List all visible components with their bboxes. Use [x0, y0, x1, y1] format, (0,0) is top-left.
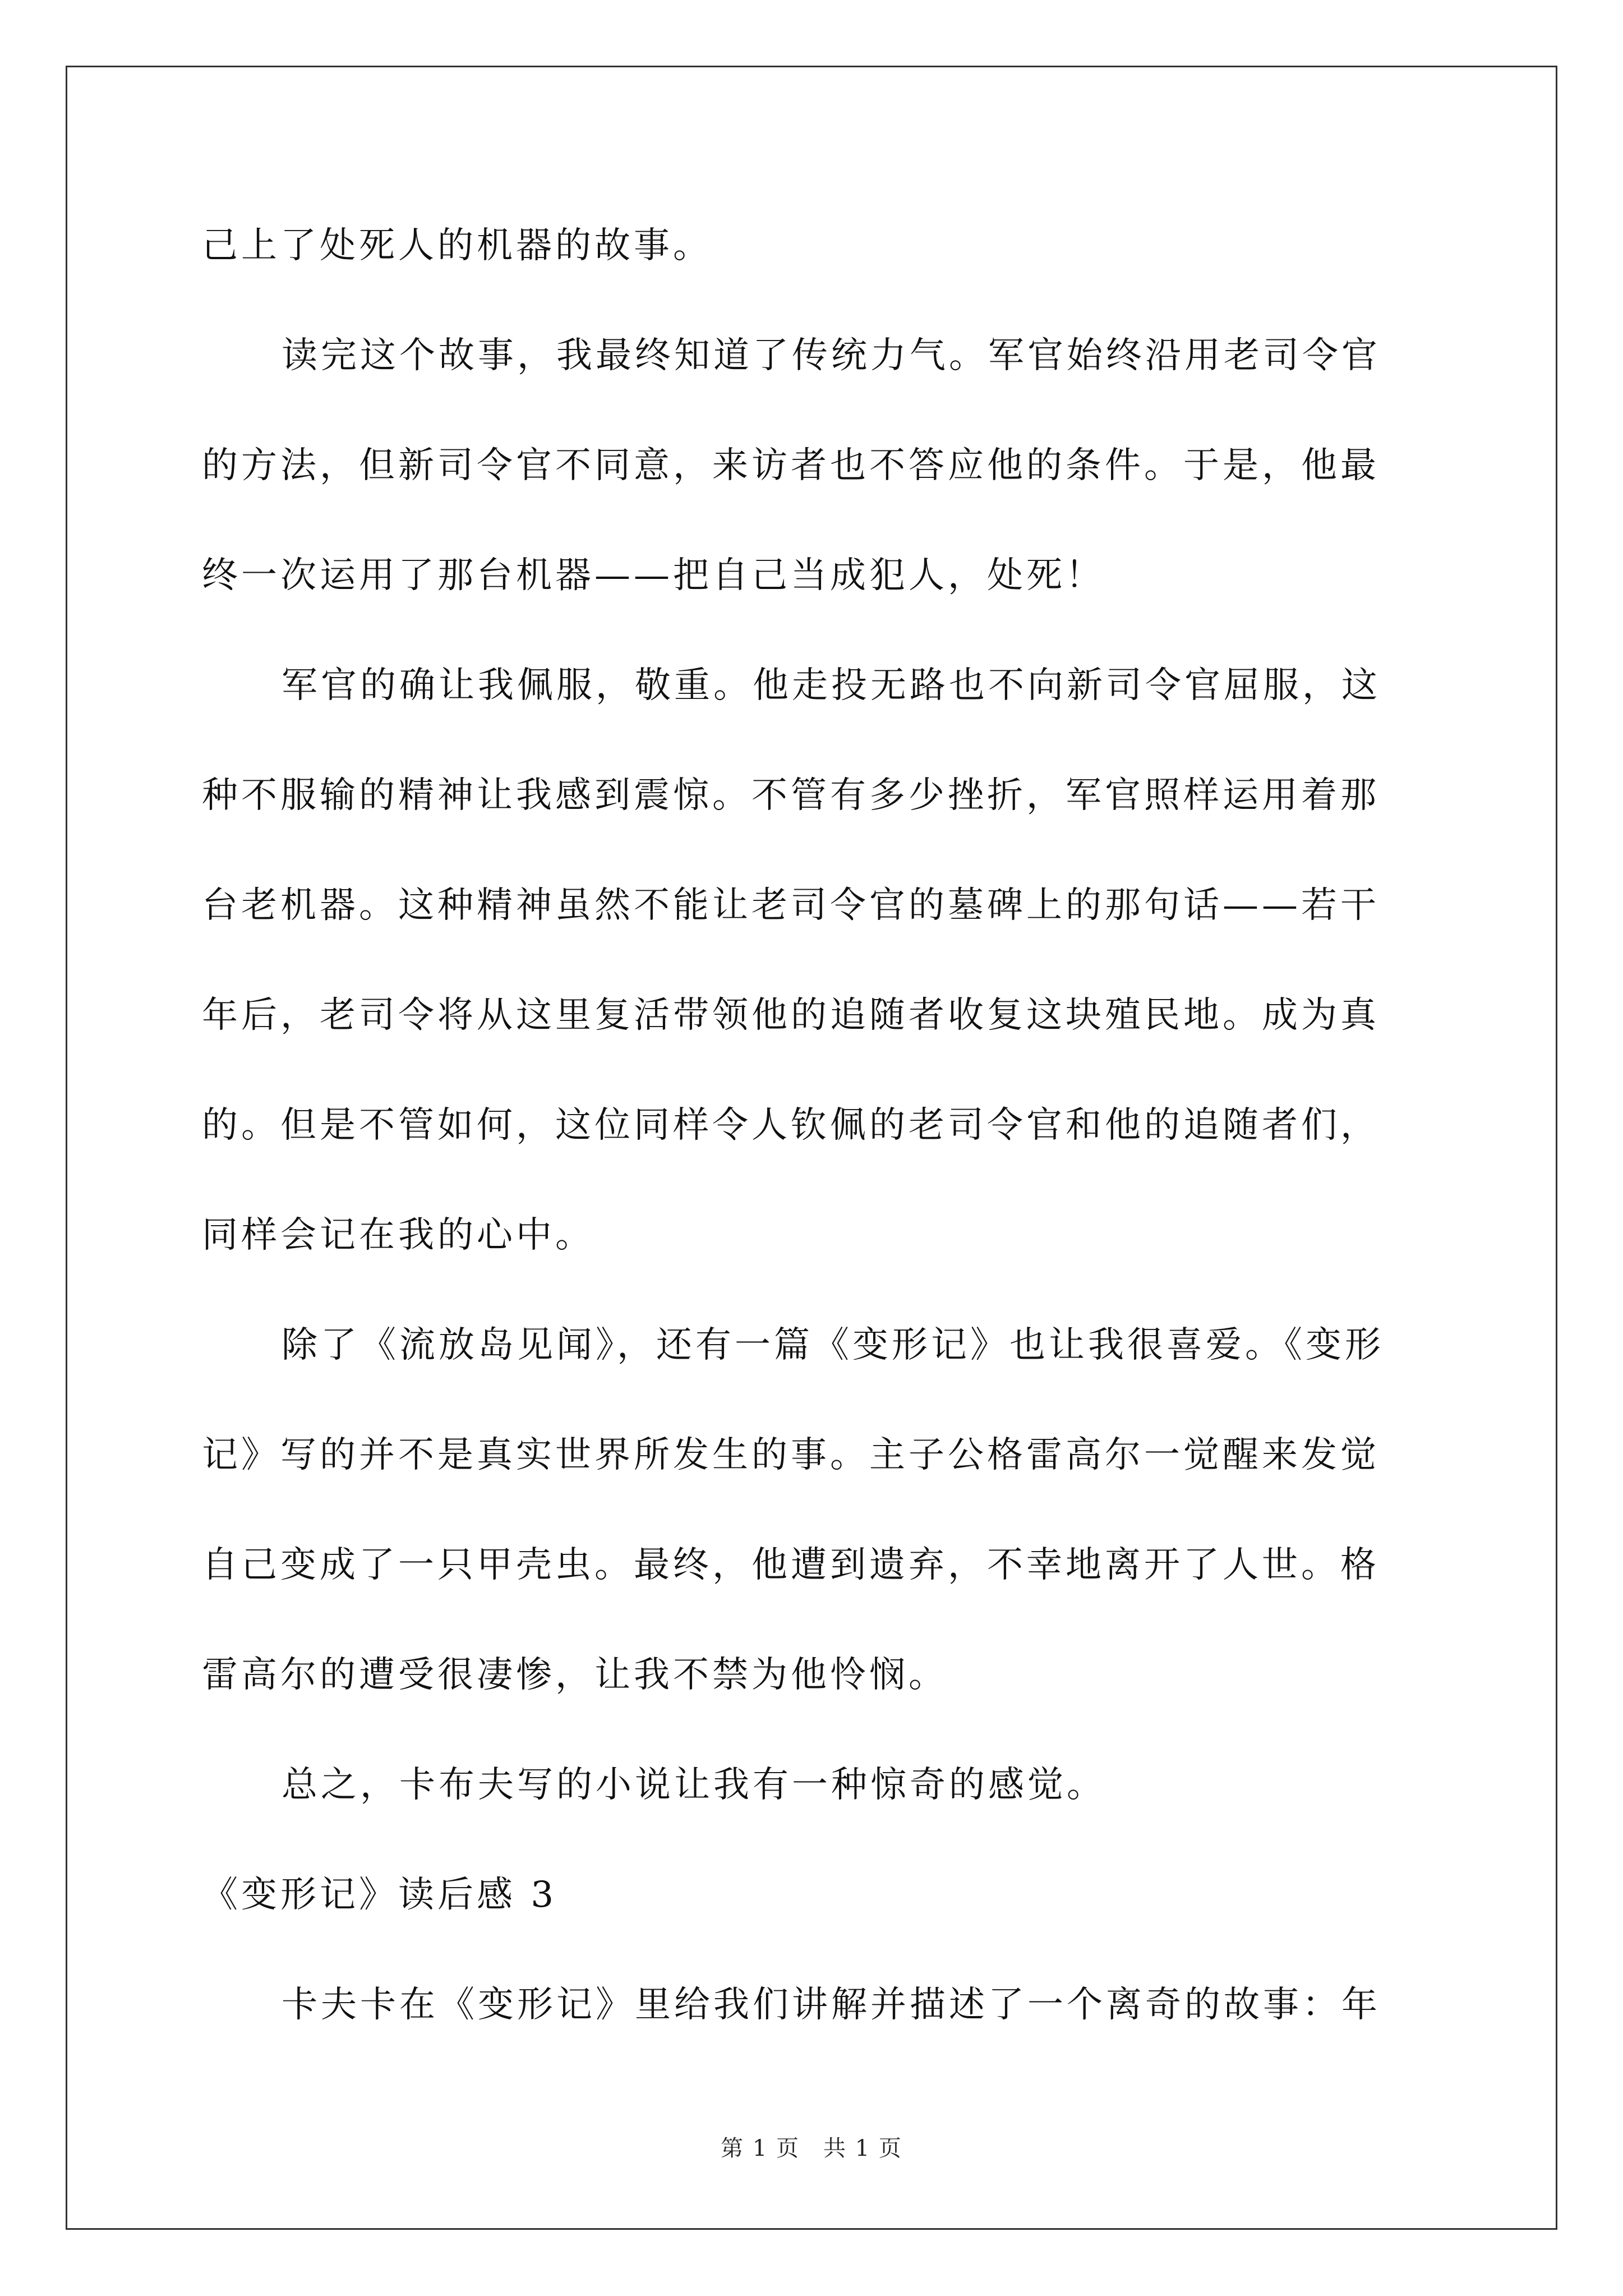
text-line: 雷高尔的遭受很凄惨，让我不禁为他怜悯。: [202, 1654, 948, 1696]
text-line: 《变形记》读后感 3: [202, 1874, 557, 1916]
text-line: 除了《流放岛见闻》，还有一篇《变形记》也让我很喜爱。《变形: [282, 1324, 1384, 1366]
text-line: 军官的确让我佩服，敬重。他走投无路也不向新司令官屈服，这: [282, 665, 1381, 706]
text-line: 记》写的并不是真实世界所发生的事。主子公格雷高尔一觉醒来发觉: [202, 1434, 1380, 1476]
text-line: 台老机器。这种精神虽然不能让老司令官的墓碑上的那句话——若干: [202, 885, 1380, 926]
text-line: 的。但是不管如何，这位同样令人钦佩的老司令官和他的追随者们，: [202, 1105, 1380, 1146]
document-body: [202, 191, 1430, 2060]
text-line: 种不服输的精神让我感到震惊。不管有多少挫折，军官照样运用着那: [202, 775, 1380, 816]
text-line: 终一次运用了那台机器——把自己当成犯人，处死！: [202, 555, 1105, 596]
text-line: 总之，卡布夫写的小说让我有一种惊奇的感觉。: [282, 1764, 1106, 1806]
text-line: 年后，老司令将从这里复活带领他的追随者收复这块殖民地。成为真: [202, 995, 1380, 1036]
text-line: 卡夫卡在《变形记》里给我们讲解并描述了一个离奇的故事：年: [282, 1984, 1381, 2026]
text-line: 同样会记在我的心中。: [202, 1214, 594, 1256]
text-line: 的方法，但新司令官不同意，来访者也不答应他的条件。于是，他最: [202, 445, 1380, 486]
page-footer: 第 1 页 共 1 页: [721, 2136, 902, 2161]
text-line: 己上了处死人的机器的故事。: [202, 225, 712, 266]
text-line: 自己变成了一只甲壳虫。最终，他遭到遗弃，不幸地离开了人世。格: [202, 1544, 1380, 1586]
text-line: 读完这个故事，我最终知道了传统力气。军官始终沿用老司令官: [282, 335, 1381, 376]
